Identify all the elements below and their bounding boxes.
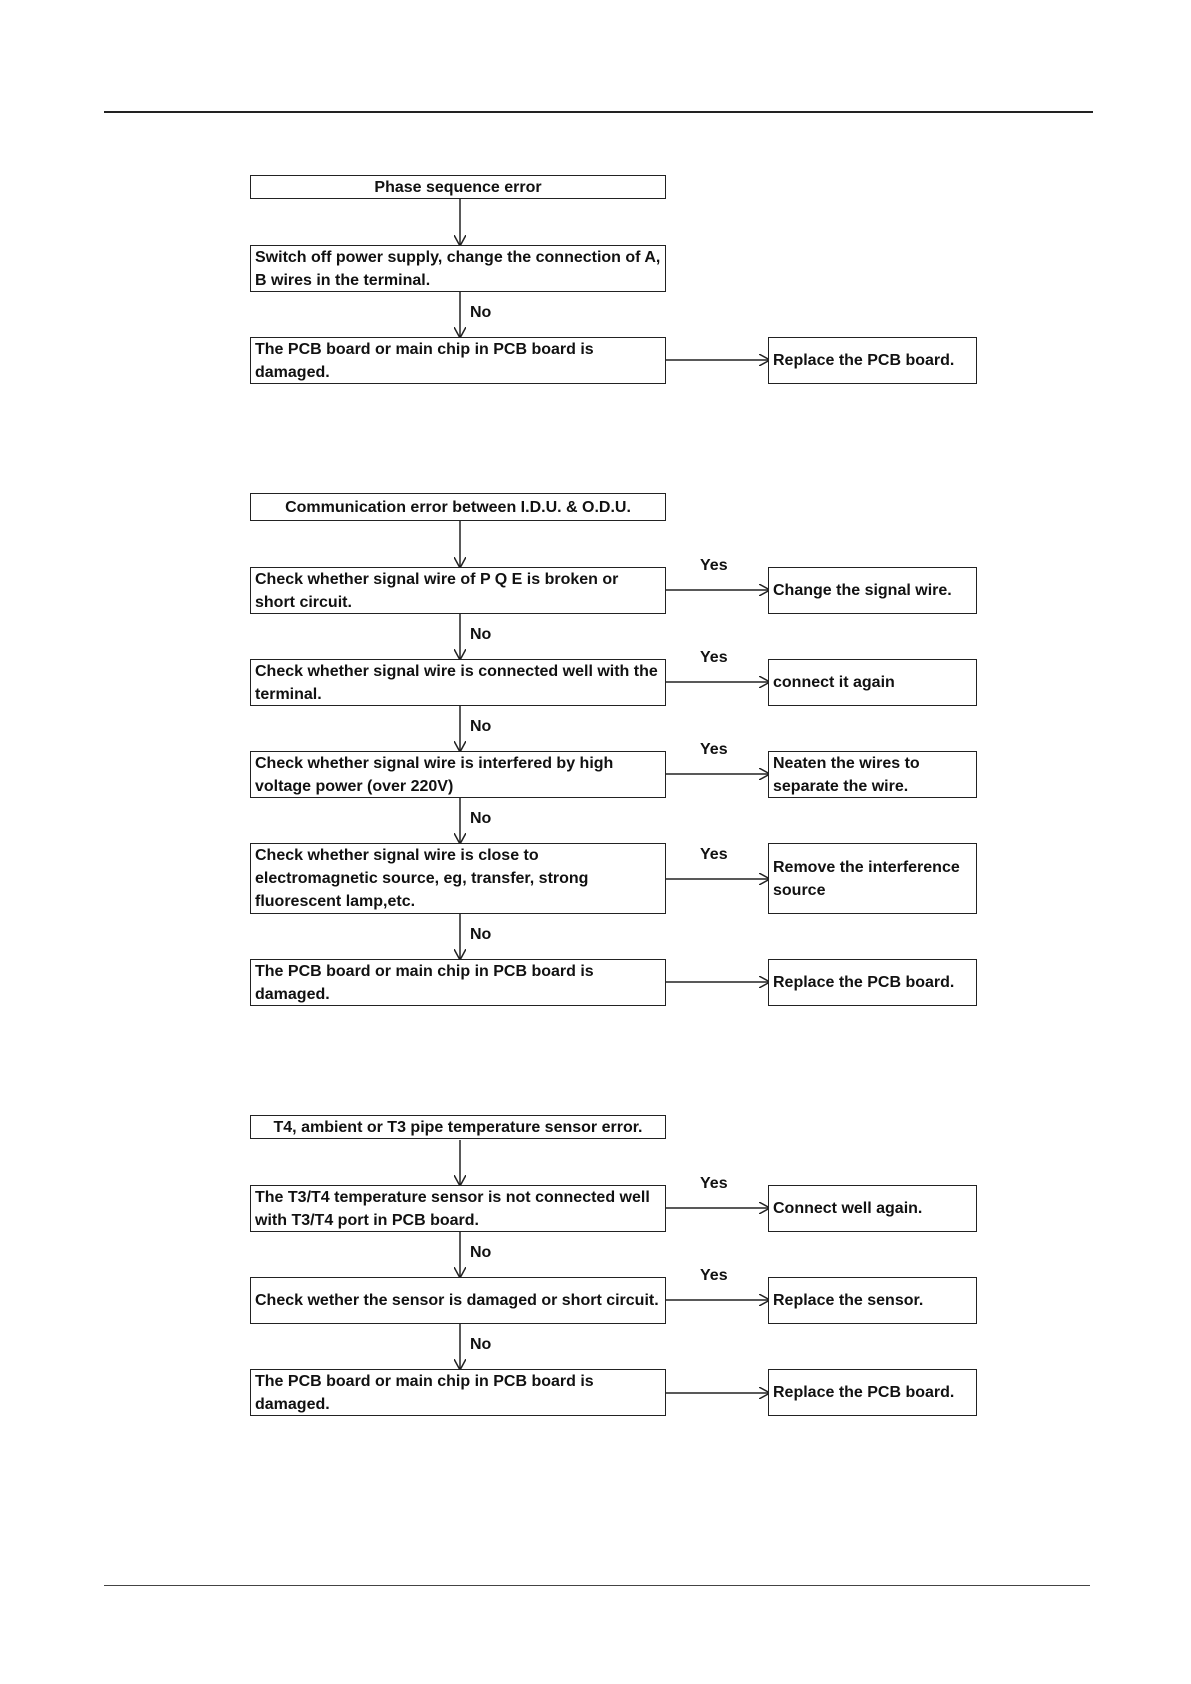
fc2-final: The PCB board or main chip in PCB board is damaged.	[250, 959, 666, 1006]
fc3-final: The PCB board or main chip in PCB board is damaged.	[250, 1369, 666, 1416]
fc2-no-label-2: No	[470, 718, 492, 735]
fc2-yes-label-3: Yes	[700, 741, 728, 758]
fc1-step1: Switch off power supply, change the connection of A, B wires in the terminal.	[250, 245, 666, 292]
fc2-no-label-4: No	[470, 926, 492, 943]
fc2-final-action: Replace the PCB board.	[768, 959, 977, 1006]
fc2-action-2: connect it again	[768, 659, 977, 706]
fc1-title: Phase sequence error	[250, 175, 666, 199]
fc3-action-1: Connect well again.	[768, 1185, 977, 1232]
fc2-title: Communication error between I.D.U. & O.D.U.	[250, 493, 666, 521]
fc3-final-action: Replace the PCB board.	[768, 1369, 977, 1416]
fc3-no-label-2: No	[470, 1336, 492, 1353]
fc2-action-1: Change the signal wire.	[768, 567, 977, 614]
fc3-check-2: Check wether the sensor is damaged or short circuit.	[250, 1277, 666, 1324]
fc1-action: Replace the PCB board.	[768, 337, 977, 384]
footer-rule	[104, 1585, 1090, 1586]
fc3-check-1: The T3/T4 temperature sensor is not connected well with T3/T4 port in PCB board.	[250, 1185, 666, 1232]
fc2-check-1: Check whether signal wire of P Q E is broken or short circuit.	[250, 567, 666, 614]
fc3-yes-label-2: Yes	[700, 1267, 728, 1284]
fc1-step2: The PCB board or main chip in PCB board is damaged.	[250, 337, 666, 384]
fc2-check-3: Check whether signal wire is interfered by high voltage power (over 220V)	[250, 751, 666, 798]
fc2-check-2: Check whether signal wire is connected well with the terminal.	[250, 659, 666, 706]
fc2-no-label-1: No	[470, 626, 492, 643]
fc3-no-label-1: No	[470, 1244, 492, 1261]
fc2-check-4: Check whether signal wire is close to electromagnetic source, eg, transfer, strong fluorescent lamp,etc.	[250, 843, 666, 914]
fc3-title: T4, ambient or T3 pipe temperature sensor error.	[250, 1115, 666, 1139]
fc3-action-2: Replace the sensor.	[768, 1277, 977, 1324]
fc2-action-3: Neaten the wires to separate the wire.	[768, 751, 977, 798]
fc2-no-label-3: No	[470, 810, 492, 827]
fc3-yes-label-1: Yes	[700, 1175, 728, 1192]
fc1-no-label: No	[470, 304, 492, 321]
fc2-yes-label-1: Yes	[700, 557, 728, 574]
fc2-yes-label-4: Yes	[700, 846, 728, 863]
fc2-action-4: Remove the interference source	[768, 843, 977, 914]
fc2-yes-label-2: Yes	[700, 649, 728, 666]
